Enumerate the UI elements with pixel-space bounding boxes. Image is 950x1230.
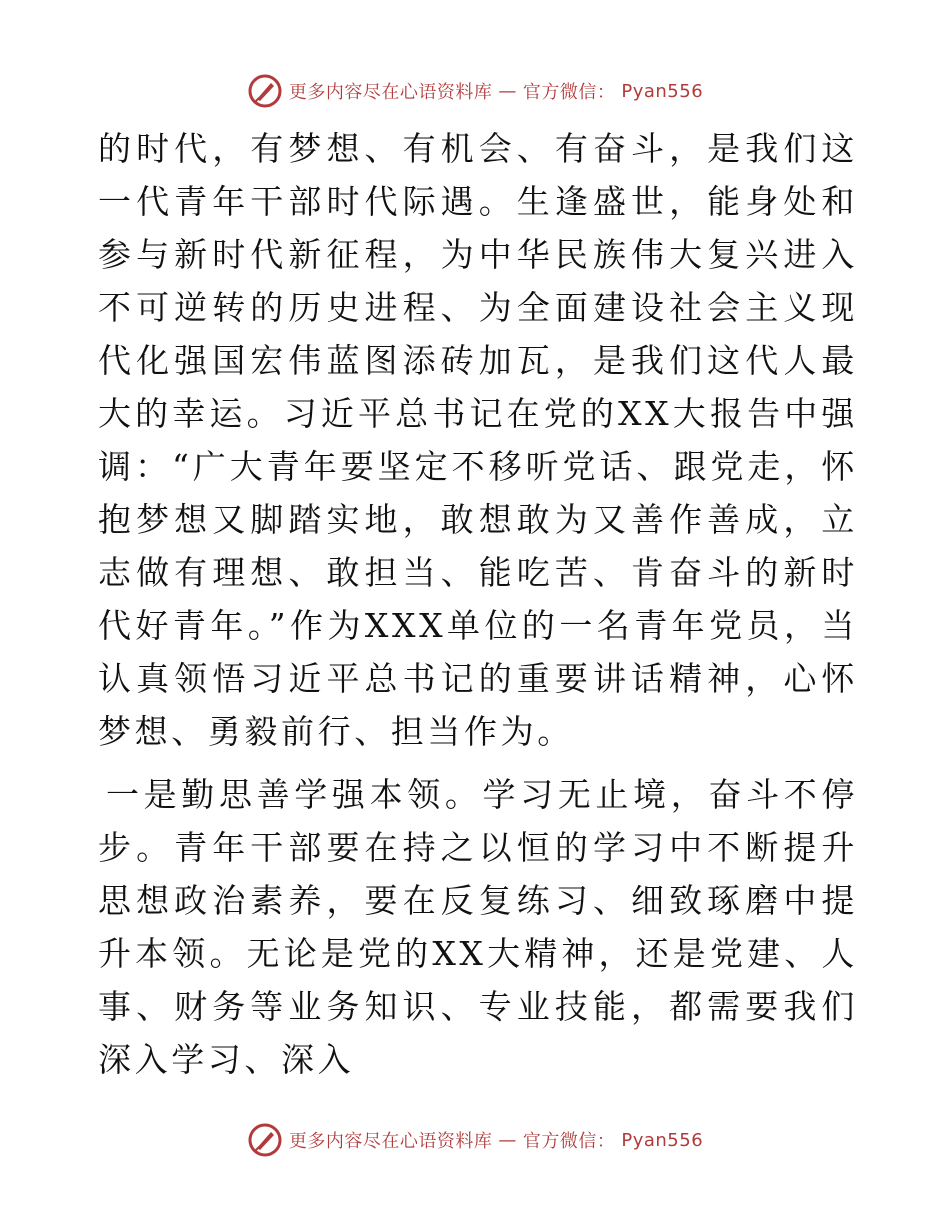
document-body: [98, 122, 858, 1086]
paragraph-2: 一是勤思善学强本领。学习无止境，奋斗不停步。青年干部要在持之以恒的学习中不断提升思想政治素养，要在反复练习、细致琢磨中提升本领。无论是党的XX大精神，还是党建、人事、财务等业务知识、专业技能，都需要我们深入学习、深入: [98, 775, 858, 1079]
watermark-handle: Pyan556: [621, 1129, 704, 1151]
watermark-label: 官方微信：: [522, 1131, 616, 1152]
watermark-separator: —: [498, 1129, 517, 1151]
quill-seal-icon: [247, 1122, 283, 1158]
watermark-label: 官方微信：: [522, 82, 616, 103]
footer-watermark: [0, 1120, 950, 1160]
watermark-handle: Pyan556: [621, 80, 704, 102]
quill-seal-icon: [247, 73, 283, 109]
watermark-text: 更多内容尽在心语资料库: [288, 82, 493, 103]
header-watermark: [0, 71, 950, 111]
paragraph-1: 的时代，有梦想、有机会、有奋斗，是我们这一代青年干部时代际遇。生逢盛世，能身处和参与新时代新征程，为中华民族伟大复兴进入不可逆转的历史进程、为全面建设社会主义现代化强国宏伟蓝图添砖加瓦，是我们这代人最大的幸运。习近平总书记在党的XX大报告中强调：“广大青年要坚定不移听党话、跟党走，怀抱梦想又脚踏实地，敢想敢为又善作善成，立志做有理想、敢担当、能吃苦、肯奋斗的新时代好青年。”作为XXX单位的一名青年党员，当认真领悟习近平总书记的重要讲话精神，心怀梦想、勇毅前行、担当作为。: [98, 129, 858, 751]
watermark-separator: —: [498, 80, 517, 102]
watermark-text: 更多内容尽在心语资料库: [288, 1131, 493, 1152]
